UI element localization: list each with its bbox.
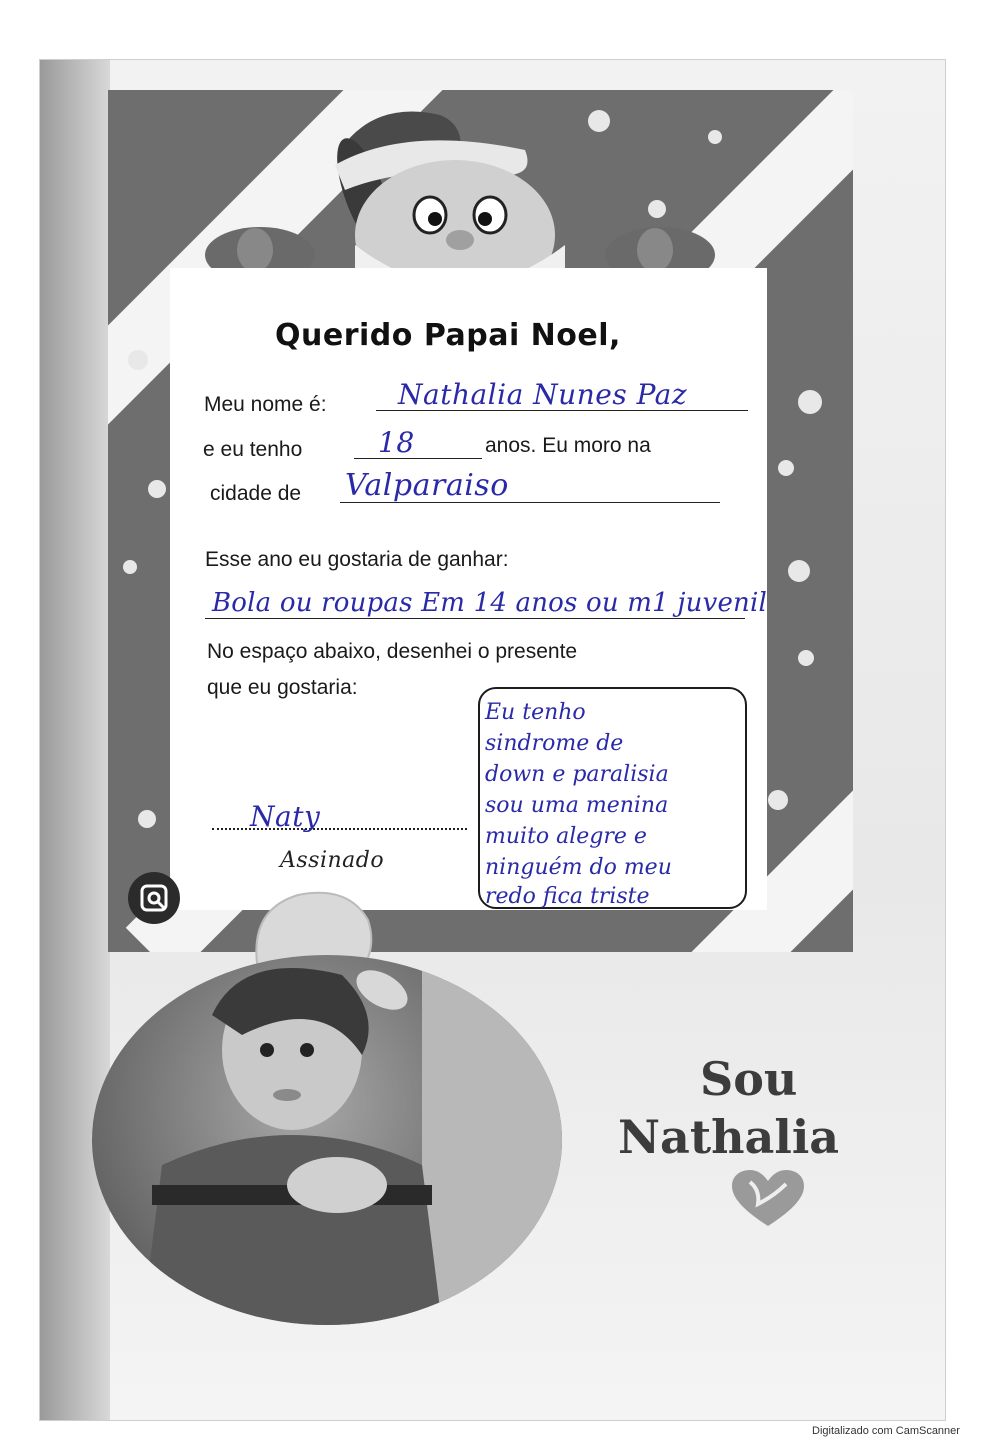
box-note-line: ninguém do meu <box>485 855 672 880</box>
letter-heading: Querido Papai Noel, <box>275 318 621 353</box>
box-note-line: Eu tenho <box>485 700 586 725</box>
signature-label: Assinado <box>280 848 385 873</box>
heart-icon <box>730 1170 806 1230</box>
draw-label-line1: No espaço abaixo, desenhei o presente <box>207 640 578 663</box>
draw-label-line2: que eu gostaria: <box>207 676 358 699</box>
santa-claus-icon <box>205 95 715 295</box>
girl-photo <box>92 955 562 1325</box>
scanner-watermark: Digitalizado com CamScanner <box>812 1425 960 1437</box>
snow-dot <box>788 560 810 582</box>
snow-dot <box>768 790 788 810</box>
snow-dot <box>798 650 814 666</box>
paper-shadow <box>40 60 110 1420</box>
box-note-line: sou uma menina <box>485 793 669 818</box>
name-label: Meu nome é: <box>204 393 327 416</box>
wish-value: Bola ou roupas Em 14 anos ou m1 juvenil <box>212 588 768 618</box>
snow-dot <box>123 560 137 574</box>
box-note-line: redo fica triste <box>485 884 650 909</box>
snow-dot <box>148 480 166 498</box>
age-underline <box>354 458 482 459</box>
image-search-icon[interactable] <box>128 872 180 924</box>
girl-illustration <box>92 955 562 1325</box>
wish-label: Esse ano eu gostaria de ganhar: <box>205 548 509 571</box>
wish-underline <box>205 618 745 619</box>
caption-name: Nathalia <box>618 1110 840 1164</box>
box-note-line: sindrome de <box>485 731 624 756</box>
snow-dot <box>778 460 794 476</box>
box-note-line: down e paralisia <box>485 762 669 787</box>
box-note-line: muito alegre e <box>485 824 647 849</box>
age-label-after: anos. Eu moro na <box>485 434 651 457</box>
city-value: Valparaiso <box>345 468 509 503</box>
name-value: Nathalia Nunes Paz <box>398 378 688 411</box>
signature-value: Naty <box>250 800 321 833</box>
city-label: cidade de <box>210 482 302 505</box>
age-value: 18 <box>378 426 415 459</box>
snow-dot <box>138 810 156 828</box>
age-label-before: e eu tenho <box>203 438 303 461</box>
caption-sou: Sou <box>700 1052 798 1106</box>
snow-dot <box>798 390 822 414</box>
snow-dot <box>128 350 148 370</box>
